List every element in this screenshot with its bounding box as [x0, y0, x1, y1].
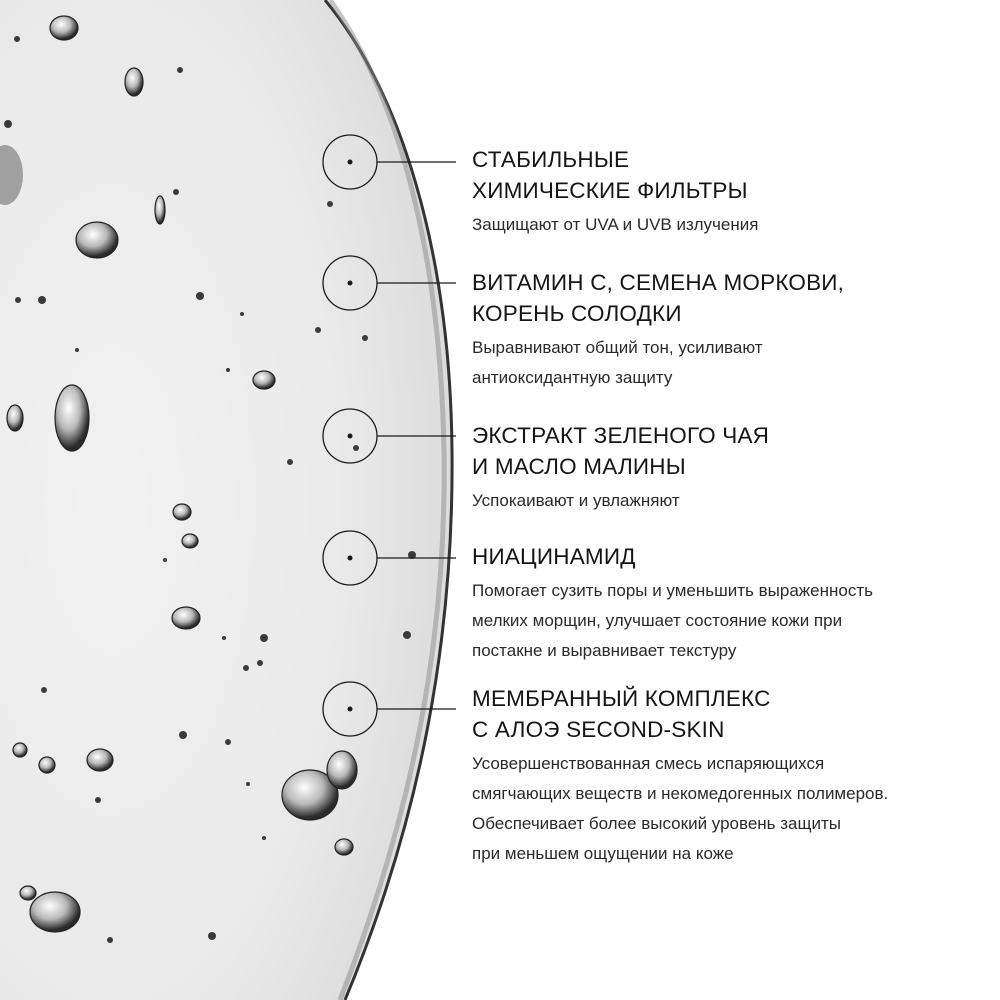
feature-membrane-complex: [472, 683, 992, 869]
feature-title: ЭКСТРАКТ ЗЕЛЕНОГО ЧАЯ И МАСЛО МАЛИНЫ: [472, 423, 770, 479]
feature-description: Помогает сузить поры и уменьшить выраженность мелких морщин, улучшает состояние кожи при постакне и выравнивает текстуру: [472, 581, 873, 660]
feature-green-tea: [472, 420, 992, 516]
feature-vitamin-c: [472, 267, 992, 393]
feature-description: Выравнивают общий тон, усиливают антиоксидантную защиту: [472, 338, 763, 387]
feature-niacinamide: [472, 541, 992, 666]
feature-title: НИАЦИНАМИД: [472, 544, 636, 569]
feature-title: СТАБИЛЬНЫЕ ХИМИЧЕСКИЕ ФИЛЬТРЫ: [472, 147, 748, 203]
feature-description: Успокаивают и увлажняют: [472, 491, 680, 510]
feature-title: МЕМБРАННЫЙ КОМПЛЕКС С АЛОЭ SECOND-SKIN: [472, 686, 771, 742]
feature-title: ВИТАМИН С, СЕМЕНА МОРКОВИ, КОРЕНЬ СОЛОДКИ: [472, 270, 845, 326]
feature-stable-filters: [472, 144, 992, 240]
feature-description: Усовершенствованная смесь испаряющихся смягчающих веществ и некомедогенных полимеров. Обеспечивает более высокий уровень защиты при меньшем ощущении на коже: [472, 754, 889, 863]
feature-description: Защищают от UVA и UVB излучения: [472, 215, 759, 234]
